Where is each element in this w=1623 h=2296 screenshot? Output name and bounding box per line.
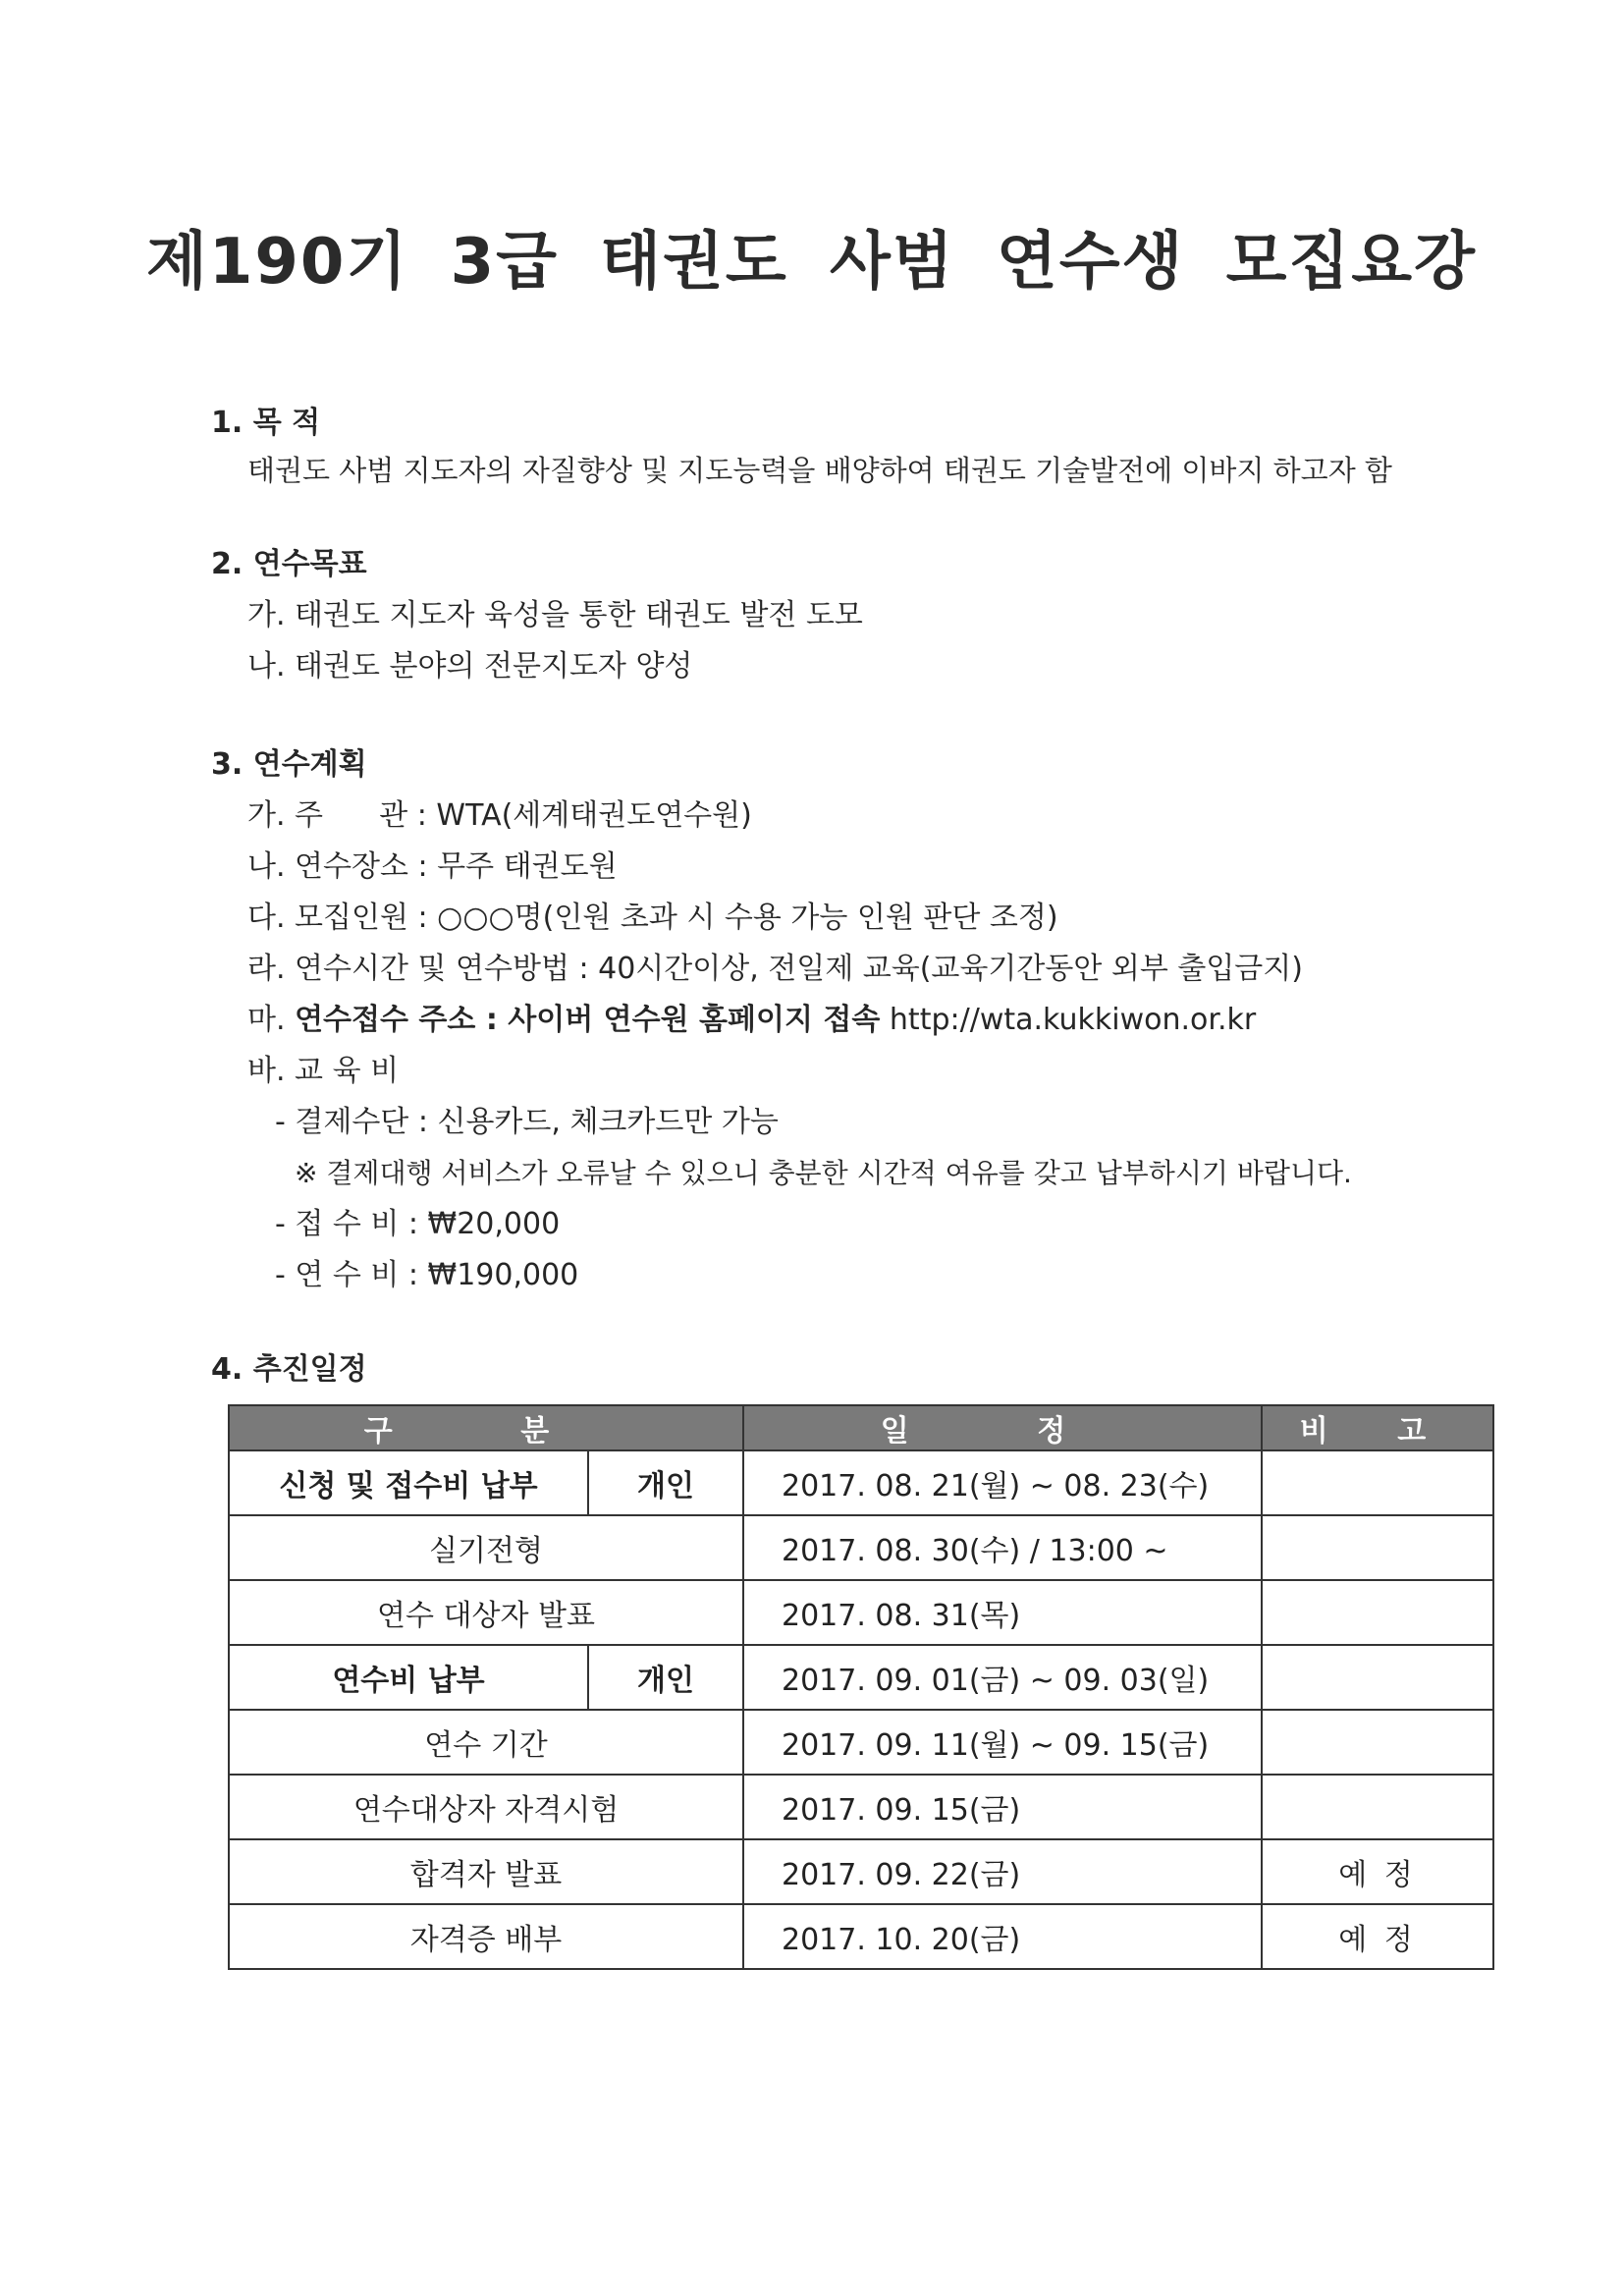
table-row: [229, 1580, 1493, 1645]
section-4-heading: 4. 추진일정: [211, 1352, 367, 1387]
section-2-item-na: 나. 태권도 분야의 전문지도자 양성: [247, 649, 693, 683]
row-date: 2017. 09. 01(금) ~ 09. 03(일): [743, 1645, 1262, 1710]
plan-fee-heading: 바. 교 육 비: [247, 1054, 400, 1088]
header-date: 일 정: [743, 1405, 1262, 1450]
row-category: 연수대상자 자격시험: [229, 1775, 743, 1839]
row-category: 자격증 배부: [229, 1904, 743, 1969]
row-date: 2017. 09. 11(월) ~ 09. 15(금): [743, 1710, 1262, 1775]
fee-payment-method: - 결제수단 : 신용카드, 체크카드만 가능: [275, 1105, 779, 1139]
section-2-heading: 2. 연수목표: [211, 547, 367, 581]
row-category: 실기전형: [229, 1515, 743, 1580]
row-category: 연수 기간: [229, 1710, 743, 1775]
row-category: 연수비 납부: [229, 1645, 588, 1710]
section-3-heading: 3. 연수계획: [211, 747, 367, 782]
table-row: [229, 1645, 1493, 1710]
plan-hours-method: 라. 연수시간 및 연수방법 : 40시간이상, 전일제 교육(교육기간동안 외부 출입금지): [247, 952, 1303, 986]
plan-recruit-count: 다. 모집인원 : ○○○명(인원 초과 시 수용 가능 인원 판단 조정): [247, 901, 1058, 935]
schedule-header-row: [229, 1405, 1493, 1450]
row-date: 2017. 09. 22(금): [743, 1839, 1262, 1904]
row-note: 예 정: [1262, 1839, 1493, 1904]
row-note: [1262, 1775, 1493, 1839]
row-date: 2017. 10. 20(금): [743, 1904, 1262, 1969]
row-note: [1262, 1645, 1493, 1710]
header-category: 구 분: [229, 1405, 743, 1450]
row-note: 예 정: [1262, 1904, 1493, 1969]
section-1-text: 태권도 사범 지도자의 자질향상 및 지도능력을 배양하여 태권도 기술발전에 이바지 하고자 함: [247, 454, 1392, 487]
table-row: [229, 1450, 1493, 1515]
table-row: [229, 1839, 1493, 1904]
plan-application: [247, 1000, 1256, 1041]
plan-application-prefix: 마.: [247, 1003, 296, 1037]
fee-training: - 연 수 비 : ₩190,000: [275, 1258, 579, 1292]
schedule-table: [228, 1404, 1494, 1970]
row-note: [1262, 1710, 1493, 1775]
row-date: 2017. 08. 31(목): [743, 1580, 1262, 1645]
row-note: [1262, 1580, 1493, 1645]
table-row: [229, 1515, 1493, 1580]
table-row: [229, 1904, 1493, 1969]
document-title: 제190기 3급 태권도 사범 연수생 모집요강: [146, 226, 1477, 299]
row-note: [1262, 1450, 1493, 1515]
row-sub: 개인: [588, 1450, 743, 1515]
plan-application-bold: 연수접수 주소 : 사이버 연수원 홈페이지 접속: [295, 1003, 881, 1037]
section-1-heading: 1. 목 적: [211, 406, 321, 440]
row-sub: 개인: [588, 1645, 743, 1710]
row-date: 2017. 08. 30(수) / 13:00 ~: [743, 1515, 1262, 1580]
row-note: [1262, 1515, 1493, 1580]
row-date: 2017. 08. 21(월) ~ 08. 23(수): [743, 1450, 1262, 1515]
fee-payment-note: ※ 결제대행 서비스가 오류날 수 있으니 충분한 시간적 여유를 갖고 납부하시기 바랍니다.: [295, 1157, 1352, 1189]
plan-application-url[interactable]: http://wta.kukkiwon.or.kr: [880, 1003, 1257, 1037]
plan-organizer: 가. 주 관 : WTA(세계태권도연수원): [247, 798, 752, 833]
fee-application: - 접 수 비 : ₩20,000: [275, 1207, 561, 1241]
row-category: 합격자 발표: [229, 1839, 743, 1904]
row-category: 신청 및 접수비 납부: [229, 1450, 588, 1515]
section-2-item-ga: 가. 태권도 지도자 육성을 통한 태권도 발전 도모: [247, 598, 863, 632]
table-row: [229, 1710, 1493, 1775]
row-category: 연수 대상자 발표: [229, 1580, 743, 1645]
row-date: 2017. 09. 15(금): [743, 1775, 1262, 1839]
header-note: 비 고: [1262, 1405, 1493, 1450]
plan-location: 나. 연수장소 : 무주 태권도원: [247, 849, 618, 884]
table-row: [229, 1775, 1493, 1839]
